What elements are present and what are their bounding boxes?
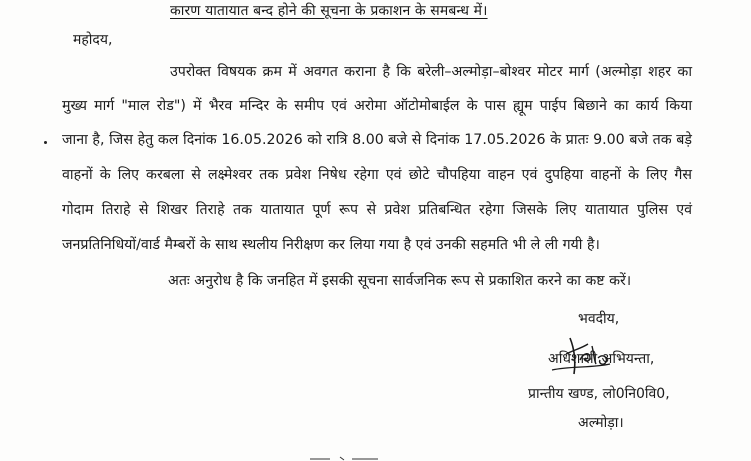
cut-off-text-fragment: [300, 453, 420, 461]
margin-dot: [44, 141, 47, 144]
body-line: उपरोक्त विषयक क्रम में अवगत कराना है कि बरेली–अल्मोड़ा–बोश्वर मोटर मार्ग (अल्मोड़ा शहर का: [170, 64, 692, 80]
body-line: जनप्रतिनिधियों/वार्ड मैम्बरों के साथ स्थलीय निरीक्षण कर लिया गया है एवं उनकी सहमति भी ले ली गयी है।: [62, 237, 600, 253]
office-location: अल्मोड़ा।: [578, 415, 624, 431]
designation: अधिशासी अभियन्ता,: [548, 351, 655, 367]
body-line: वाहनों के लिए करबला से लक्ष्मेश्वर तक प्रवेश निषेध रहेगा एवं छोटे चौपहिया वाहन एवं दुपहिया वाहनों के लिए गैस: [62, 167, 692, 183]
division: प्रान्तीय खण्ड, लो0नि0वि0,: [528, 386, 670, 402]
closing: भवदीय,: [578, 311, 620, 327]
letter-subject: कारण यातायात बन्द होने की सूचना के प्रकाशन के समबन्ध में।: [170, 3, 488, 19]
salutation: महोदय,: [73, 32, 113, 48]
body-line: गोदाम तिराहे से शिखर तिराहे तक यातायात पूर्ण रूप से प्रवेश प्रतिबन्धित रहेगा जिसके लिए यातायात पुलिस एवं: [62, 202, 692, 218]
request-line: अतः अनुरोध है कि जनहित में इसकी सूचना सार्वजनिक रूप से प्रकाशित करने का कष्ट करें।: [168, 273, 632, 289]
body-line: जाना है, जिस हेतु कल दिनांक 16.05.2026 को रात्रि 8.00 बजे से दिनांक 17.05.2026 के प्रातः 9.00 बजे तक बड़े: [62, 132, 692, 148]
body-line: मुख्य मार्ग "माल रोड") में भैरव मन्दिर के समीप एवं अरोमा ऑटोमोबाईल के पास ह्यूम पाईप बिछाने का कार्य किया: [62, 98, 692, 114]
